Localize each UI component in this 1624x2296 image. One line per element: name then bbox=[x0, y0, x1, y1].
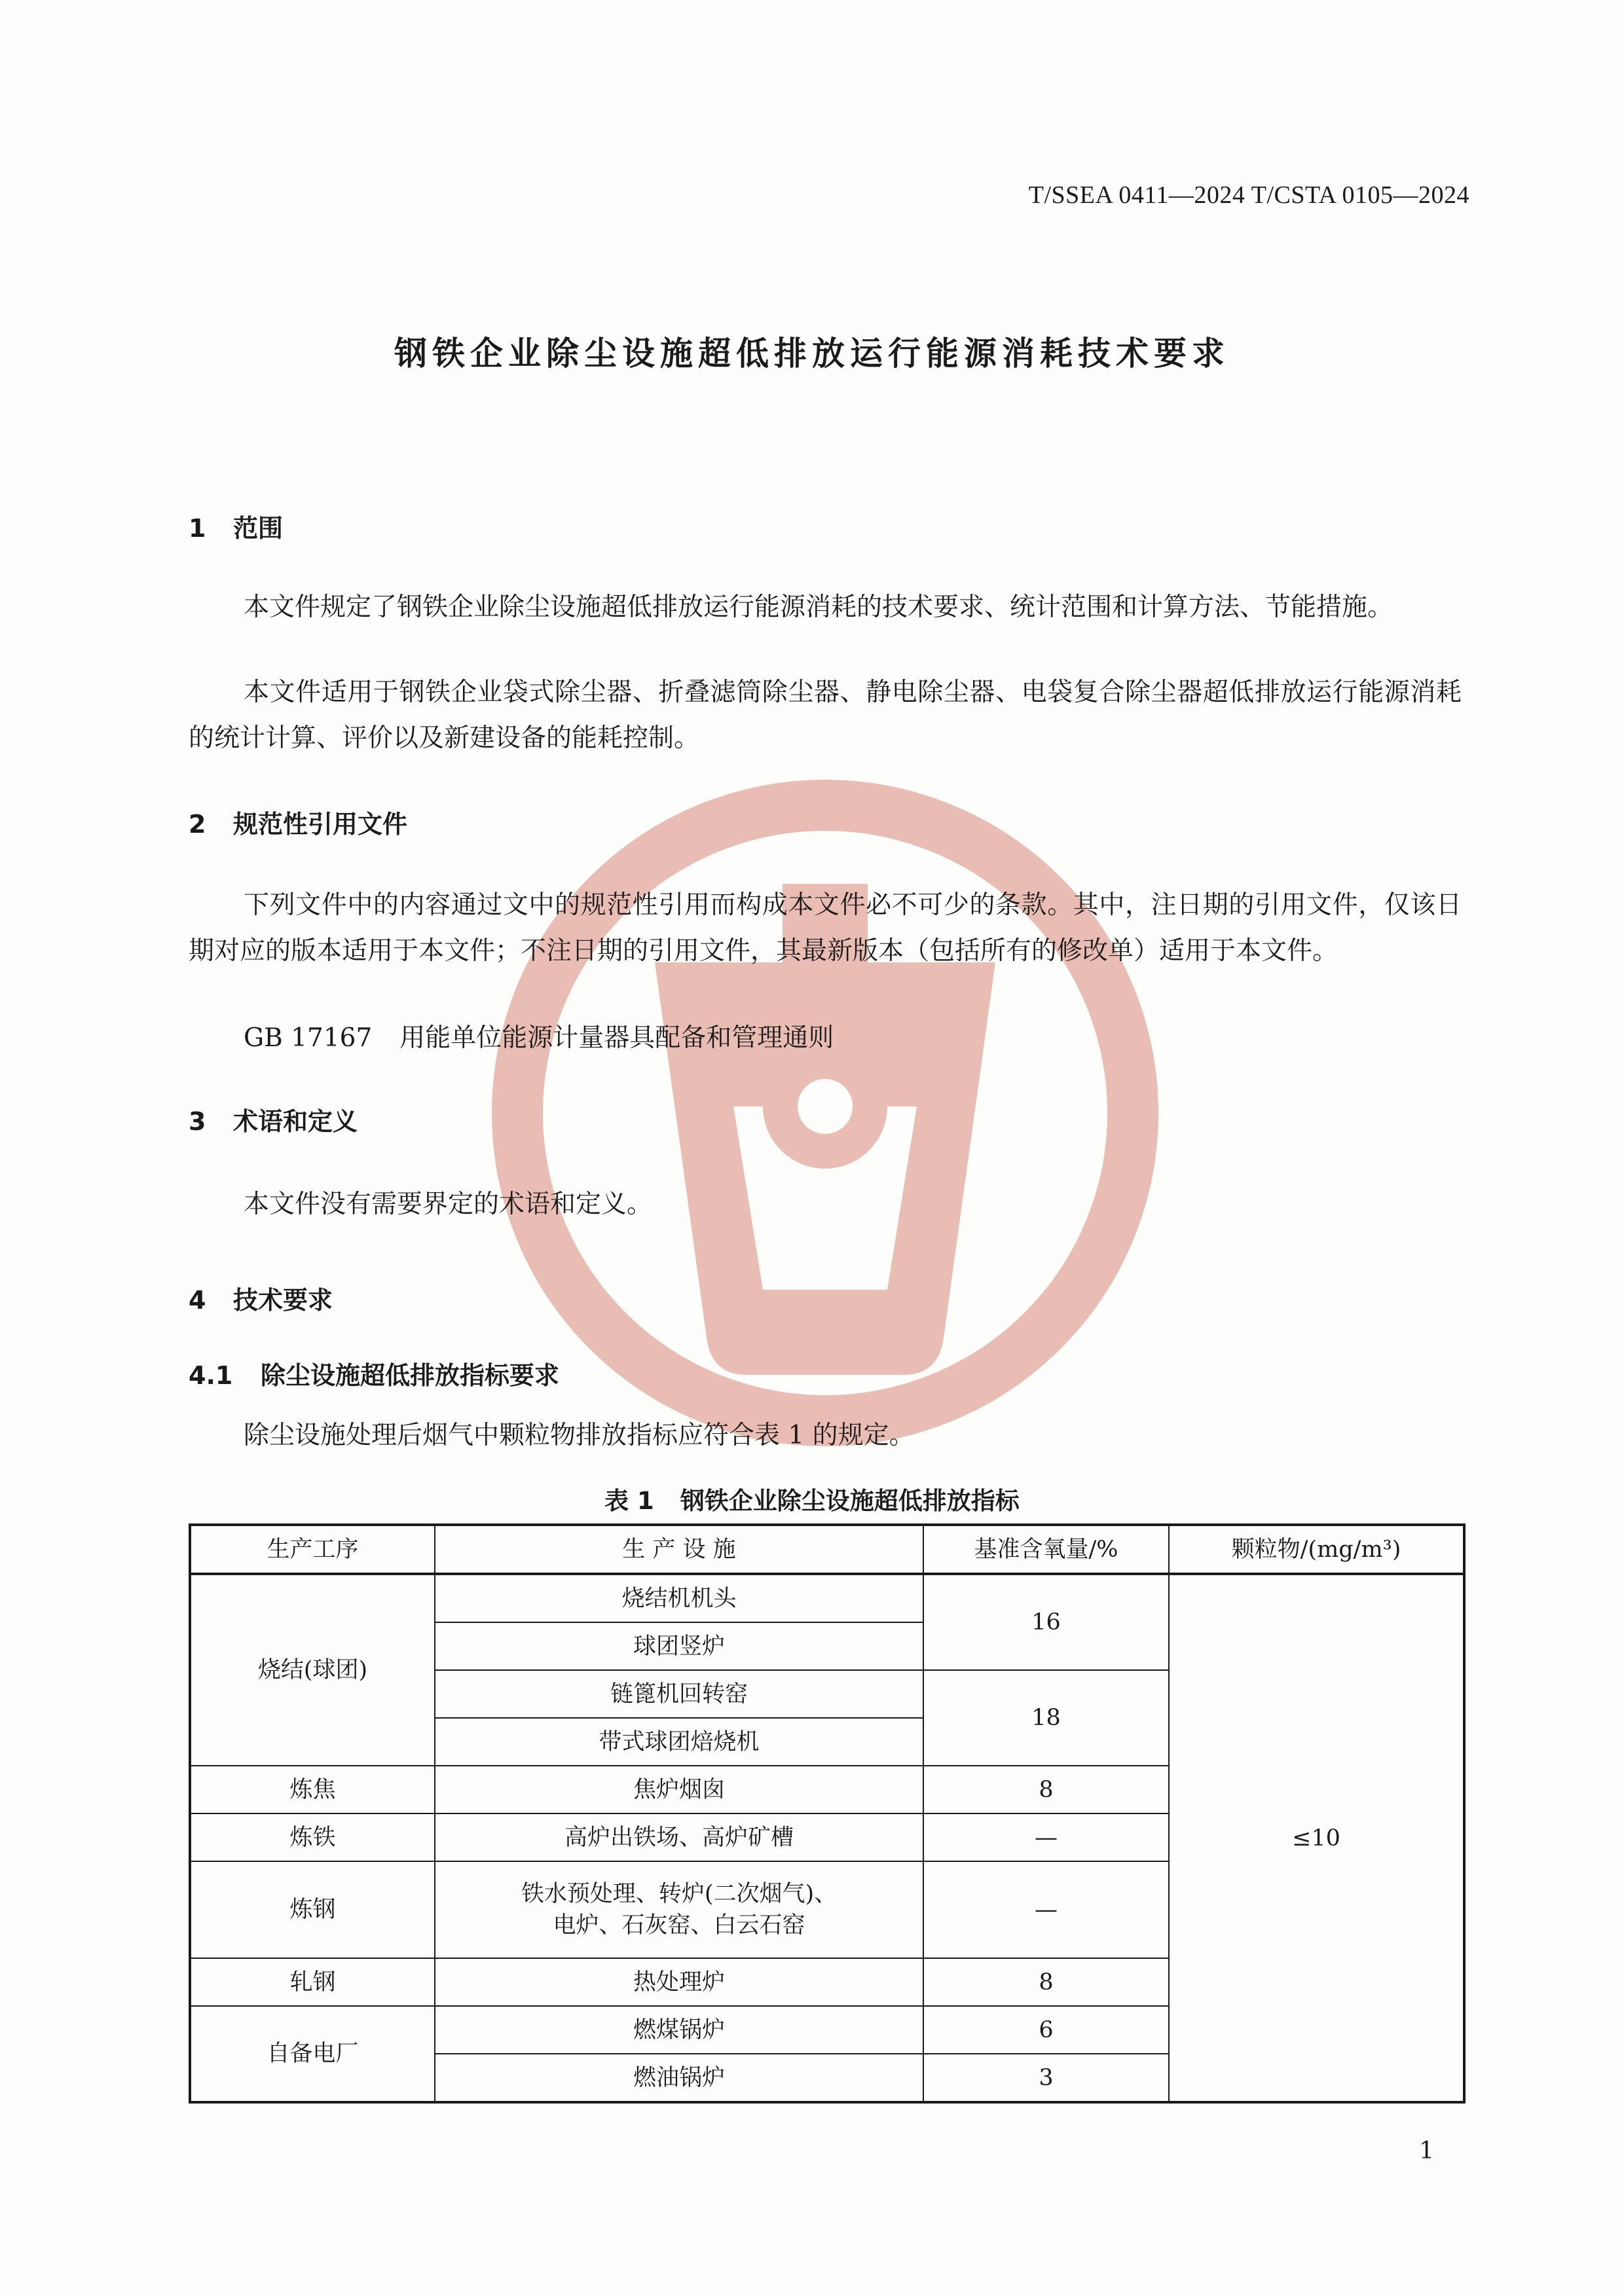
section-4-1-heading bbox=[189, 1355, 559, 1391]
section-number: 4 bbox=[189, 1286, 206, 1315]
facility-cell: 带式球团焙烧机 bbox=[435, 1718, 923, 1766]
table-row bbox=[190, 1574, 1464, 1622]
paragraph: 本文件规定了钢铁企业除尘设施超低排放运行能源消耗的技术要求、统计范围和计算方法、节能措施。 bbox=[244, 592, 1393, 622]
section-title: 范围 bbox=[233, 514, 284, 543]
facility-cell: 球团竖炉 bbox=[435, 1622, 923, 1670]
facility-cell: 燃煤锅炉 bbox=[435, 2006, 923, 2054]
oxygen-cell: 8 bbox=[923, 1958, 1169, 2006]
oxygen-cell: — bbox=[923, 1861, 1169, 1958]
facility-line: 铁水预处理、转炉(二次烟气)、 bbox=[521, 1881, 838, 1907]
table-caption-title: 钢铁企业除尘设施超低排放指标 bbox=[680, 1487, 1020, 1515]
oxygen-cell: 8 bbox=[923, 1766, 1169, 1813]
section-title: 除尘设施超低排放指标要求 bbox=[261, 1361, 560, 1390]
process-cell: 烧结(球团) bbox=[190, 1574, 435, 1766]
section-title: 技术要求 bbox=[233, 1286, 333, 1315]
table-caption bbox=[0, 1481, 1624, 1516]
section-3-heading bbox=[189, 1101, 358, 1137]
facility-line: 电炉、石灰窑、白云石窑 bbox=[553, 1912, 805, 1939]
standard-code: T/SSEA 0411—2024 T/CSTA 0105—2024 bbox=[1028, 181, 1469, 209]
oxygen-cell: 3 bbox=[923, 2054, 1169, 2102]
process-cell: 自备电厂 bbox=[190, 2006, 435, 2102]
process-cell: 炼焦 bbox=[190, 1766, 435, 1813]
oxygen-cell: 6 bbox=[923, 2006, 1169, 2054]
table-header-row bbox=[190, 1525, 1464, 1574]
oxygen-cell: 16 bbox=[923, 1574, 1169, 1670]
section-number: 3 bbox=[189, 1107, 206, 1136]
facility-cell: 热处理炉 bbox=[435, 1958, 923, 2006]
paragraph: 除尘设施处理后烟气中颗粒物排放指标应符合表 1 的规定。 bbox=[244, 1421, 915, 1450]
section-2-heading bbox=[189, 804, 407, 840]
process-cell: 炼钢 bbox=[190, 1861, 435, 1958]
document-title: 钢铁企业除尘设施超低排放运行能源消耗技术要求 bbox=[394, 335, 1230, 373]
reference-entry bbox=[244, 1017, 834, 1054]
facility-cell bbox=[435, 1861, 923, 1958]
facility-cell: 高炉出铁场、高炉矿槽 bbox=[435, 1813, 923, 1861]
facility-cell: 燃油锅炉 bbox=[435, 2054, 923, 2102]
section-number: 4.1 bbox=[189, 1361, 233, 1390]
process-cell: 炼铁 bbox=[190, 1813, 435, 1861]
column-header: 生 产 设 施 bbox=[435, 1525, 923, 1574]
particulate-limit-cell: ≤10 bbox=[1169, 1574, 1464, 2102]
table-caption-number: 表 1 bbox=[604, 1487, 654, 1515]
section-number: 2 bbox=[189, 810, 206, 839]
column-header: 生产工序 bbox=[190, 1525, 435, 1574]
facility-cell: 链篦机回转窑 bbox=[435, 1670, 923, 1718]
paragraph: 本文件适用于钢铁企业袋式除尘器、折叠滤筒除尘器、静电除尘器、电袋复合除尘器超低排放运行能源消耗的统计计算、评价以及新建设备的能耗控制。 bbox=[189, 678, 1462, 753]
section-title: 规范性引用文件 bbox=[233, 810, 408, 839]
oxygen-cell: 18 bbox=[923, 1670, 1169, 1766]
watermark-logo bbox=[485, 766, 1166, 1460]
page-number: 1 bbox=[1419, 2138, 1434, 2164]
section-1-heading bbox=[189, 508, 283, 544]
oxygen-cell: — bbox=[923, 1813, 1169, 1861]
facility-cell: 焦炉烟囱 bbox=[435, 1766, 923, 1813]
column-header: 基准含氧量/% bbox=[923, 1525, 1169, 1574]
section-number: 1 bbox=[189, 514, 206, 543]
section-title: 术语和定义 bbox=[233, 1107, 358, 1136]
reference-code: GB 17167 bbox=[244, 1023, 373, 1053]
process-cell: 轧钢 bbox=[190, 1958, 435, 2006]
section-4-heading bbox=[189, 1280, 333, 1316]
facility-cell: 烧结机机头 bbox=[435, 1574, 923, 1622]
reference-name: 用能单位能源计量器具配备和管理通则 bbox=[399, 1023, 834, 1053]
paragraph: 下列文件中的内容通过文中的规范性引用而构成本文件必不可少的条款。其中，注日期的引用文件，仅该日期对应的版本适用于本文件；不注日期的引用文件，其最新版本（包括所有的修改单）适用于本文件。 bbox=[189, 890, 1462, 966]
column-header: 颗粒物/(mg/m³) bbox=[1169, 1525, 1464, 1574]
emission-table bbox=[189, 1523, 1463, 2104]
paragraph: 本文件没有需要界定的术语和定义。 bbox=[244, 1190, 653, 1219]
